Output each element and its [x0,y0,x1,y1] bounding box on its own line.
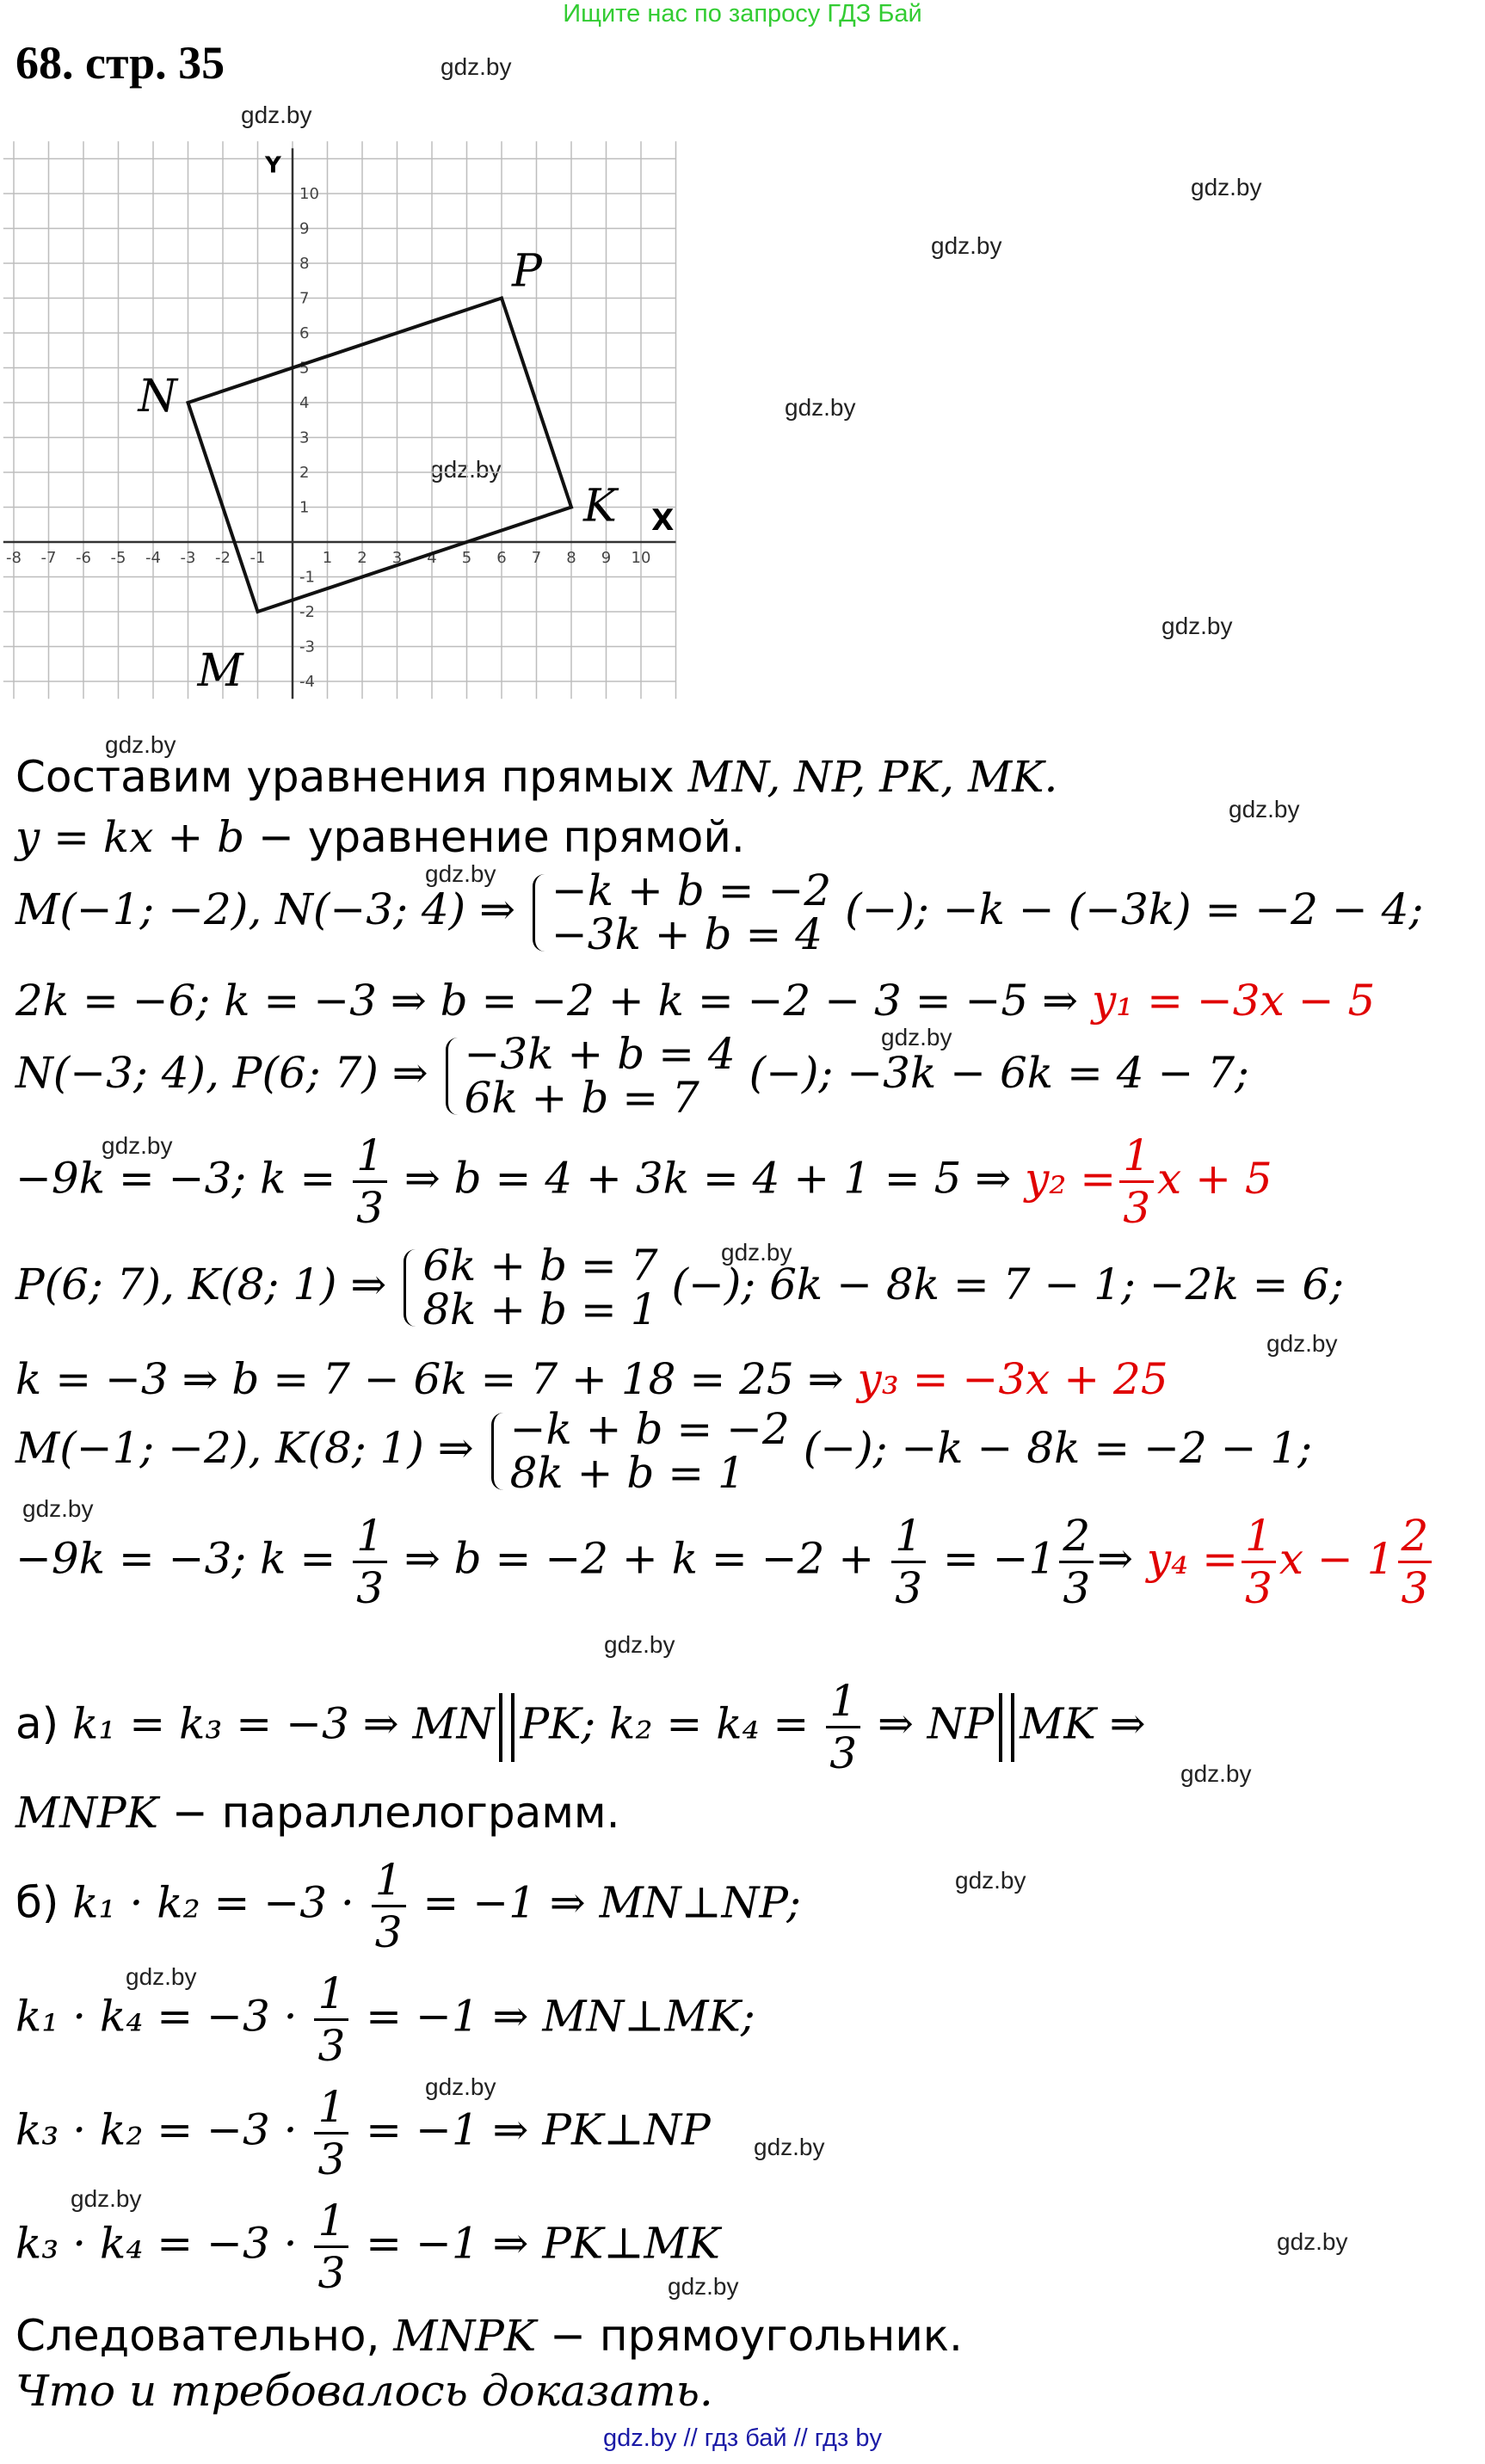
x-tick-label: -3 [180,549,196,567]
denominator: 3 [1119,1180,1154,1229]
numerator: 1 [317,1968,346,2018]
math: M(−1; −2), N(−3; 4) ⇒ [15,884,515,934]
math: PK; k₂ = k₄ = [520,1698,810,1749]
denominator: 3 [353,1180,387,1229]
math: MNPK [393,2311,537,2361]
answer-y3: y₃ = −3x + 25 [857,1354,1168,1404]
fraction [314,2196,348,2298]
math: MN, NP, PK, MK. [687,752,1058,802]
line-part-b3 [15,2082,711,2184]
math: = −1 ⇒ MN⊥NP; [422,1877,802,1928]
numerator: 1 [829,1676,858,1726]
denominator: 3 [826,1726,860,1775]
line-parallelogram [15,1788,620,1838]
watermark: gdz.by [785,394,856,421]
parallel-sign [999,1693,1014,1762]
fraction [1398,1511,1433,1613]
fraction [1242,1511,1276,1613]
denominator: 3 [314,2245,348,2295]
math: (−); −k − 8k = −2 − 1; [803,1423,1313,1473]
y-tick-label: -1 [299,568,315,587]
watermark: gdz.by [441,53,512,80]
math: k₁ = k₃ = −3 ⇒ MN [72,1698,495,1749]
math: (−); 6k − 8k = 7 − 1; −2k = 6; [671,1260,1345,1309]
answer-y2 [1025,1130,1272,1233]
answer-y1: y₁ = −3x − 5 [1091,976,1376,1026]
system-row: 8k + b = 1 [422,1284,658,1334]
x-tick-label: -1 [250,549,266,567]
math: y₄ = [1146,1533,1239,1584]
system-row: −3k + b = 4 [464,1029,736,1079]
quadrilateral-mnpk [188,299,572,613]
watermark: gdz.by [102,1132,173,1159]
x-tick-label: 1 [322,549,333,567]
line-mk-system [15,1404,1313,1498]
math: x + 5 [1157,1153,1272,1204]
fraction [372,1855,406,1957]
y-axis-label: Y [265,152,281,179]
watermark: gdz.by [105,731,176,758]
part-b-label: б) [15,1877,73,1928]
line-np-result [15,1130,1272,1233]
numerator: 1 [374,1855,403,1905]
math: ⇒ b = −2 + k = −2 + [404,1533,875,1584]
math: M(−1; −2), K(8; 1) ⇒ [15,1423,474,1473]
math: y₂ = [1025,1153,1117,1204]
math: ⇒ b = 4 + 3k = 4 + 1 = 5 ⇒ [404,1153,1026,1204]
watermark: gdz.by [1191,174,1262,200]
x-tick-label: 2 [357,549,367,567]
footer-links[interactable]: gdz.by // гдз бай // гдз by [603,2424,882,2452]
math: x − 1 [1279,1533,1395,1584]
line-pk-system [15,1241,1345,1334]
line-np-system [15,1029,1249,1123]
watermark: gdz.by [1266,1330,1338,1357]
system [529,865,832,959]
x-tick-label: -7 [40,549,57,567]
line-part-b1 [15,1855,802,1957]
fraction [1119,1130,1154,1233]
watermark: gdz.by [604,1631,675,1658]
math: ⇒ NP [877,1698,995,1749]
y-tick-label: 9 [299,219,310,238]
math: N(−3; 4), P(6; 7) ⇒ [15,1048,428,1098]
numerator: 1 [317,2196,346,2245]
x-tick-label: 10 [631,549,651,567]
y-tick-label: 10 [299,185,319,203]
line-part-a [15,1676,1146,1778]
denominator: 3 [1398,1561,1433,1610]
x-tick-label: 6 [496,549,507,567]
math: k₁ · k₄ = −3 · [15,1991,298,2042]
math: k₃ · k₂ = −3 · [15,2104,298,2155]
text: Следовательно, [15,2311,394,2361]
math: MK ⇒ [1020,1698,1146,1749]
denominator: 3 [1059,1561,1094,1610]
y-tick-label: 6 [299,324,310,342]
math: −9k = −3; k = [15,1153,336,1204]
point-label-n: N [138,371,177,422]
x-tick-label: -8 [6,549,22,567]
math: P(6; 7), K(8; 1) ⇒ [15,1260,387,1309]
math: = −1 [942,1533,1057,1584]
line-part-b2 [15,1968,755,2071]
x-tick-label: 8 [566,549,576,567]
system-row: 6k + b = 7 [464,1073,699,1123]
watermark: gdz.by [126,1963,197,1990]
numerator: 1 [895,1511,922,1561]
y-tick-label: 3 [299,428,310,447]
line-conclusion [15,2311,963,2361]
watermark: gdz.by [931,232,1002,259]
x-tick-label: 5 [461,549,472,567]
point-label-p: P [512,245,542,298]
watermark: gdz.by [721,1239,792,1266]
system [488,1404,790,1498]
denominator: 3 [891,1561,926,1610]
line-mn-system [15,865,1424,959]
y-tick-label: 8 [299,255,310,273]
x-tick-label: -2 [215,549,231,567]
system-row: 6k + b = 7 [422,1241,658,1291]
line-equation-form [15,812,745,862]
y-tick-label: 4 [299,394,310,412]
part-a-label: а) [15,1698,73,1749]
top-banner[interactable]: Ищите нас по запросу ГДЗ Бай [563,0,922,28]
line-intro [15,752,1058,802]
fraction [353,1511,387,1613]
watermark: gdz.by [1229,796,1300,822]
math: k = −3 ⇒ b = 7 − 6k = 7 + 18 = 25 ⇒ [15,1354,858,1404]
line-mn-result [15,976,1376,1026]
x-tick-label: 4 [427,549,437,567]
x-tick-label: -4 [145,549,161,567]
y-tick-label: -4 [299,673,315,691]
parallel-sign [499,1693,515,1762]
watermark: gdz.by [425,860,496,887]
watermark: gdz.by [668,2273,739,2300]
watermark: gdz.by [425,2073,496,2100]
axes [3,148,676,699]
answer-y4 [1146,1511,1435,1613]
fraction [353,1130,387,1233]
fraction [314,2082,348,2184]
system-row: −k + b = −2 [509,1404,790,1454]
text: − прямоугольник. [536,2311,963,2361]
watermark: gdz.by [881,1024,952,1050]
watermark: gdz.by [430,456,502,483]
point-labels [137,246,620,698]
fraction [1059,1511,1094,1613]
watermark: gdz.by [1277,2228,1348,2255]
watermark: gdz.by [955,1867,1026,1894]
math: = −1 ⇒ PK⊥MK [366,2218,720,2269]
numerator: 2 [1063,1511,1091,1561]
denominator: 3 [1242,1561,1276,1610]
fraction [826,1676,860,1778]
math: −9k = −3; k = [15,1533,336,1584]
math: = −1 ⇒ MN⊥MK; [366,1991,755,2042]
math: y = kx + b [15,812,245,862]
watermark: gdz.by [1162,613,1233,639]
watermark: gdz.by [241,102,312,128]
denominator: 3 [314,2018,348,2067]
system [400,1241,658,1334]
watermark: gdz.by [754,2134,825,2160]
numerator: 1 [356,1130,384,1180]
page-title: 68. стр. 35 [15,37,225,89]
numerator: 1 [1123,1130,1150,1180]
y-tick-label: 5 [299,359,310,378]
line-pk-result [15,1354,1168,1404]
denominator: 3 [372,1905,406,1954]
system-row: −k + b = −2 [551,865,832,915]
line-qed: Что и требовалось доказать. [15,2366,713,2416]
coordinate-graph [6,152,683,699]
system-row: −3k + b = 4 [551,909,823,959]
math: (−); −k − (−3k) = −2 − 4; [845,884,1424,934]
numerator: 1 [356,1511,384,1561]
text: Составим уравнения прямых [15,752,688,802]
grid [3,141,676,699]
y-tick-label: 2 [299,464,310,482]
watermark: gdz.by [22,1495,94,1522]
numerator: 2 [1401,1511,1429,1561]
fraction [314,1968,348,2071]
watermark: gdz.by [71,2185,142,2212]
system-row: 8k + b = 1 [509,1448,745,1498]
text: − уравнение прямой. [244,812,745,862]
math: = −1 ⇒ PK⊥NP [366,2104,711,2155]
denominator: 3 [353,1561,387,1610]
line-mk-result [15,1511,1435,1613]
y-tick-label: -2 [299,603,315,621]
y-tick-label: 1 [299,498,310,517]
math: MNPK [15,1788,158,1838]
y-tick-label: 7 [299,289,310,308]
text: − параллелограмм. [157,1788,620,1838]
y-tick-label: -3 [299,638,315,656]
x-tick-label: 9 [601,549,612,567]
watermark: gdz.by [1180,1760,1252,1787]
denominator: 3 [314,2132,348,2181]
x-tick-label: -5 [110,549,126,567]
x-tick-label: 7 [531,549,542,567]
x-tick-label: -6 [76,549,91,567]
point-label-k: K [583,480,617,533]
math: (−); −3k − 6k = 4 − 7; [749,1048,1249,1098]
math: ⇒ [1097,1533,1147,1584]
fraction [891,1511,926,1613]
x-axis-label: X [651,503,675,538]
system [442,1029,736,1123]
x-tick-label: 3 [391,549,403,567]
math: k₃ · k₄ = −3 · [15,2218,298,2269]
math: 2k = −6; k = −3 ⇒ b = −2 + k = −2 − 3 = −5 ⇒ [15,976,1092,1026]
point-label-m: M [197,645,243,697]
numerator: 1 [317,2082,346,2132]
numerator: 1 [1245,1511,1272,1561]
math: k₁ · k₂ = −3 · [72,1877,354,1928]
